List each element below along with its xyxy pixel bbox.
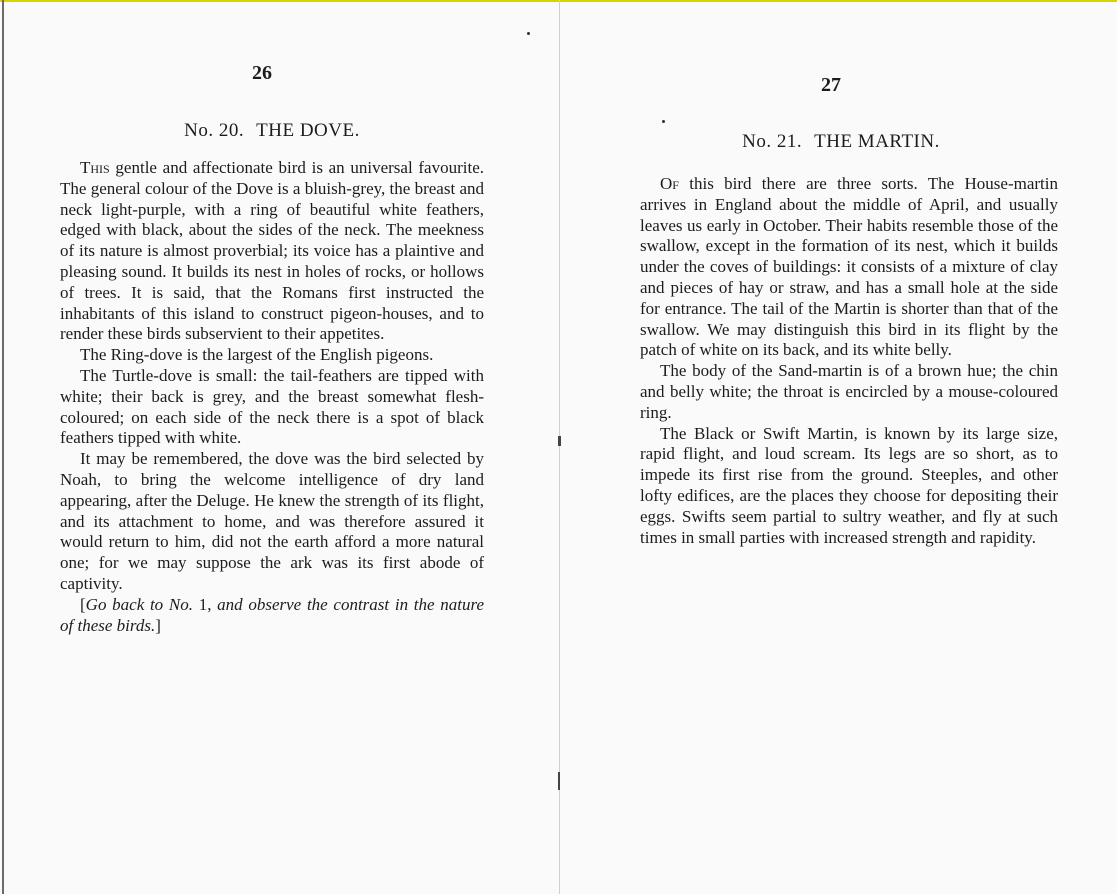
- note-number: 1,: [192, 594, 218, 614]
- paragraph: The Ring-dove is the largest of the English pigeons.: [80, 345, 434, 365]
- left-page: [58, 0, 486, 894]
- note-text: and observe the contrast in the nature of these birds.: [60, 594, 485, 635]
- bracket-open: [: [80, 594, 86, 614]
- lead-word: Of: [660, 174, 679, 193]
- bracket-close: ]: [155, 615, 161, 635]
- ink-speck: [527, 32, 530, 35]
- body-text: [60, 158, 484, 636]
- paragraph: The Black or Swift Martin, is known by its large size, rapid flight, and loud scream. Its legs are so short, as to impede its first rise from the ground. Steeples, and other lofty edifices, are the places they choose for depositing their eggs. Swifts seem partial to sultry weather, and fly at such times in small parties with increased strength and rapidity.: [640, 423, 1058, 547]
- paragraph: The body of the Sand-martin is of a brown hue; the chin and belly white; the throat is encircled by a mouse-coloured ring.: [640, 361, 1058, 422]
- section-title: THE MARTIN.: [814, 131, 940, 152]
- page-number: 26: [252, 62, 272, 84]
- book-gutter: [559, 0, 560, 894]
- paragraph: [640, 174, 1058, 361]
- section-heading: [628, 131, 1054, 153]
- page-edge-left: [2, 0, 4, 894]
- gutter-thread-mark: [558, 772, 560, 790]
- paragraph: The Turtle-dove is small: the tail-feathers are tipped with white; their back is grey, and the breast somewhat flesh-coloured; on each side of the neck there is a spot of black feathers tipped with white.: [60, 365, 484, 448]
- page-number: 27: [821, 74, 841, 96]
- right-page: [636, 0, 1062, 894]
- paragraph: It may be remembered, the dove was the bird selected by Noah, to bring the welcome intelligence of dry land appearing, after the Deluge. He knew the strength of its flight, and its attachment to home, and was therefore assured it would return to him, did not the earth afford a more natural one; for we may suppose the ark was its first abode of captivity.: [60, 449, 484, 593]
- body-text: [640, 174, 1058, 548]
- section-number: No. 20.: [184, 120, 245, 141]
- paragraph: [60, 158, 484, 345]
- paragraph-text: gentle and affectionate bird is an universal favourite. The general colour of the Dove is a bluish-grey, the breast and neck light-purple, with a ring of beautiful white feathers, edged with black, about the sides of the neck. The meekness of its nature is almost proverbial; its voice has a plaintive and pleasing sound. It builds its nest in holes of rocks, or hollows of trees. It is said, that the Romans first instructed the inhabitants of this island to construct pigeon-houses, and to render these birds subservient to their appetites.: [60, 158, 484, 344]
- gutter-thread-mark: [558, 436, 561, 446]
- section-heading: [58, 120, 486, 142]
- section-number: No. 21.: [742, 131, 803, 152]
- cross-reference-note: [60, 595, 484, 637]
- paragraph-text: this bird there are three sorts. The House-martin arrives in England about the middle of April, and usually leaves us early in October. Their habits resemble those of the swallow, except in the formation of its nest, which it builds under the coves of buildings: it consists of a mixture of clay and pieces of hay or straw, and has a small hole at the side for entrance. The tail of the Martin is shorter than that of the swallow. We may distinguish this bird in its flight by the patch of white on its back, and its white belly.: [640, 174, 1058, 360]
- lead-word: This: [80, 158, 110, 177]
- section-title: THE DOVE.: [256, 120, 360, 141]
- note-text: Go back to No.: [85, 594, 193, 614]
